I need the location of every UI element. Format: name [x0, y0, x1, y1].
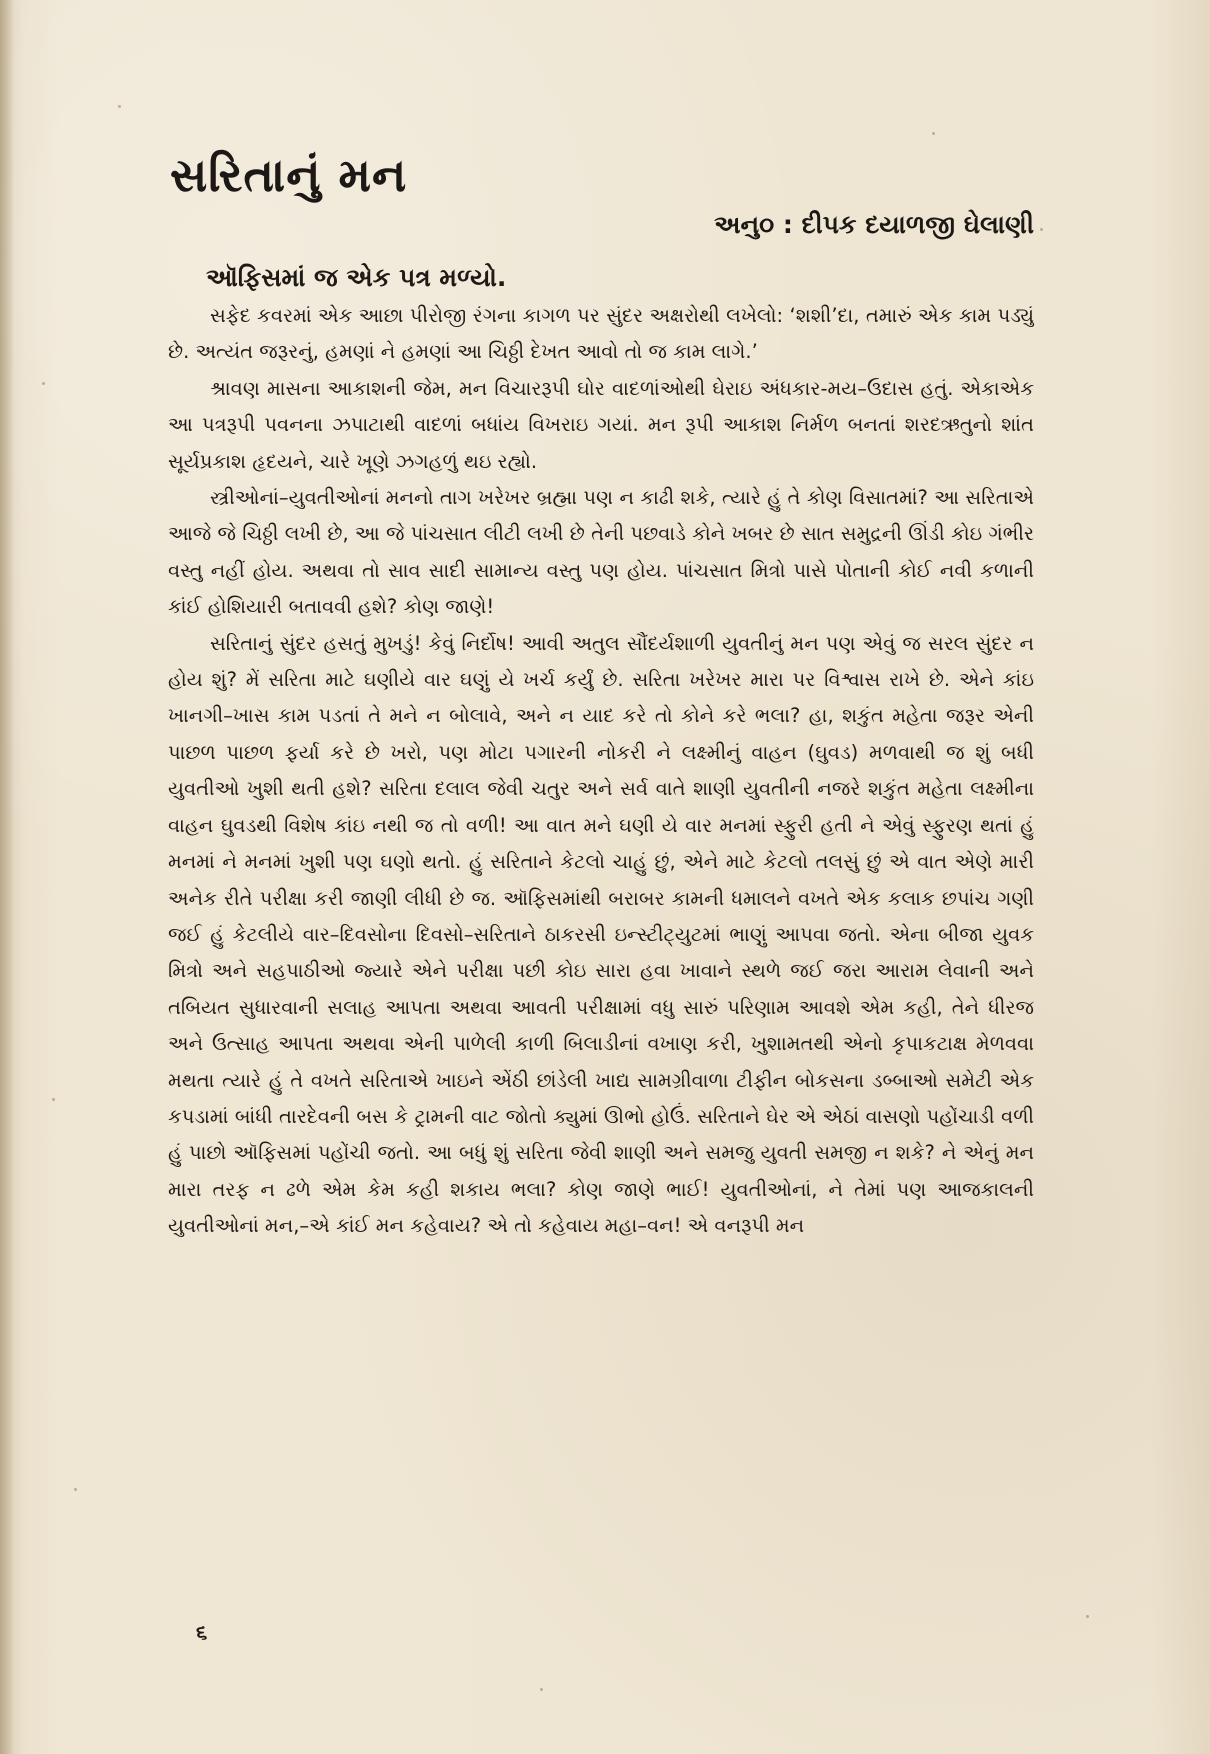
article-paragraph: સફેદ કવરમાં એક આછા પીરોજી રંગના કાગળ પર સુંદર અક્ષરોથી લખેલો: ‘શશી’દા, તમારું એક કામ પડ્યું છે. અત્યંત જરૂરનું, હમણાં ને હમણાં આ ચિઠ્ઠી દેખત આવો તો જ કામ લાગે.’ — [168, 304, 1034, 364]
page-edge-shadow — [0, 0, 14, 1754]
paper-speck — [74, 1488, 77, 1491]
paper-speck — [118, 105, 121, 108]
article-byline: અનુ૦ : દીપક દયાળજી ઘેલાણી — [714, 210, 1034, 239]
paper-speck — [932, 132, 935, 135]
paper-speck — [1040, 228, 1043, 231]
paper-speck — [540, 1688, 543, 1691]
page-number: ૬ — [196, 1620, 208, 1644]
paper-speck — [1086, 1615, 1089, 1618]
article-paragraph: શ્રાવણ માસના આકાશની જેમ, મન વિચારરૂપી ઘોર વાદળાંઓથી ઘેરાઇ અંધકાર-મય–ઉદાસ હતું. એકાએક આ પત્રરૂપી પવનના ઝપાટાથી વાદળાં બધાંય વિખરાઇ ગયાં. મન રૂપી આકાશ નિર્મળ બનતાં શરદઋતુનો શાંત સૂર્યપ્રકાશ હૃદયને, ચારે ખૂણે ઝગહળું થઇ રહ્યો. — [168, 376, 1034, 473]
article-title: સરિતાનું મન — [170, 148, 408, 202]
paper-speck — [42, 382, 45, 385]
article-paragraph: સરિતાનું સુંદર હસતું મુખડું! કેવું નિર્દોષ! આવી અતુલ સૌંદર્યશાળી યુવતીનું મન પણ એવું જ સરલ સુંદર ન હોય શું? મેં સરિતા માટે ઘણીયે વાર ઘણું યે ખર્ચ કર્યું છે. સરિતા ખરેખર મારા પર વિશ્વાસ રાખે છે. એને કાંઇ ખાનગી–ખાસ કામ પડતાં તે મને ન બોલાવે, અને ન યાદ કરે તો કોને કરે ભલા? હા, શકુંત મહેતા જરૂર એની પાછળ પાછળ ફર્યા કરે છે ખરો, પણ મોટા પગારની નોકરી ને લક્ષ્મીનું વાહન (ઘુવડ) મળવાથી જ શું બધી યુવતીઓ ખુશી થતી હશે? સરિતા દલાલ જેવી ચતુર અને સર્વ વાતે શાણી યુવતીની નજરે શકુંત મહેતા લક્ષ્મીના વાહન ઘુવડથી વિશેષ કાંઇ નથી જ તો વળી! આ વાત મને ઘણી યે વાર મનમાં સ્ફુરી હતી ને એવું સ્ફુરણ થતાં હું મનમાં ને મનમાં ખુશી પણ ઘણો થતો. હું સરિતાને કેટલો ચાહું છું, એને માટે કેટલો તલસું છું એ વાત એણે મારી અનેક રીતે પરીક્ષા કરી જાણી લીધી છે જ. ઑફિસમાંથી બરાબર કામની ધમાલને વખતે એક કલાક છપાંચ ગણી જઈ હું કેટલીયે વાર–દિવસોના દિવસો–સરિતાને ઠાકરસી ઇન્સ્ટીટ્યુટમાં ભાણું આપવા જતો. એના બીજા યુવક મિત્રો અને સહપાઠીઓ જ્યારે એને પરીક્ષા પછી કોઇ સારા હવા ખાવાને સ્થળે જઈ જરા આરામ લેવાની અને તબિયત સુધારવાની સલાહ આપતા અથવા આવતી પરીક્ષામાં વધુ સારું પરિણામ આવશે એમ કહી, તેને ધીરજ અને ઉત્સાહ આપતા અથવા એની પાળેલી કાળી બિલાડીનાં વખાણ કરી, ખુશામતથી એનો કૃપાકટાક્ષ મેળવવા મથતા ત્યારે હું તે વખતે સરિતાએ ખાઇને એંઠી છાંડેલી ખાદ્ય સામગ્રીવાળા ટીફીન બોકસના ડબ્બાઓ સમેટી એક કપડામાં બાંધી તારદેવની બસ કે ટ્રામની વાટ જોતો ક્યુમાં ઊભો હોઉં. સરિતાને ઘેર એ એઠાં વાસણો પહોંચાડી વળી હું પાછો ઑફિસમાં પહોંચી જતો. આ બધું શું સરિતા જેવી શાણી અને સમજુ યુવતી સમજી ન શકે? ને એનું મન મારા તરફ ન ઢળે એમ કેમ કહી શકાય ભલા? કોણ જાણે ભાઈ! યુવતીઓનાં, ને તેમાં પણ આજકાલની યુવતીઓનાં મન,–એ કાંઈ મન કહેવાય? એ તો કહેવાય મહા–વન! એ વનરૂપી મન — [168, 631, 1034, 1238]
article-body — [168, 258, 1034, 1245]
paper-speck — [52, 1098, 55, 1101]
article-paragraph: સ્ત્રીઓનાં–યુવતીઓનાં મનનો તાગ ખરેખર બ્રહ્મા પણ ન કાઢી શકે, ત્યારે હું તે કોણ વિસાતમાં? આ સરિતાએ આજે જે ચિઠ્ઠી લખી છે, આ જે પાંચસાત લીટી લખી છે તેની પછવાડે કોને ખબર છે સાત સમુદ્રની ઊંડી કોઇ ગંભીર વસ્તુ નહીં હોય. અથવા તો સાવ સાદી સામાન્ય વસ્તુ પણ હોય. પાંચસાત મિત્રો પાસે પોતાની કોઈ નવી કળાની કાંઈ હોશિયારી બતાવવી હશે? કોણ જાણે! — [168, 486, 1034, 619]
article-lead-paragraph: ઑફિસમાં જ એક પત્ર મળ્યો. — [206, 263, 507, 292]
